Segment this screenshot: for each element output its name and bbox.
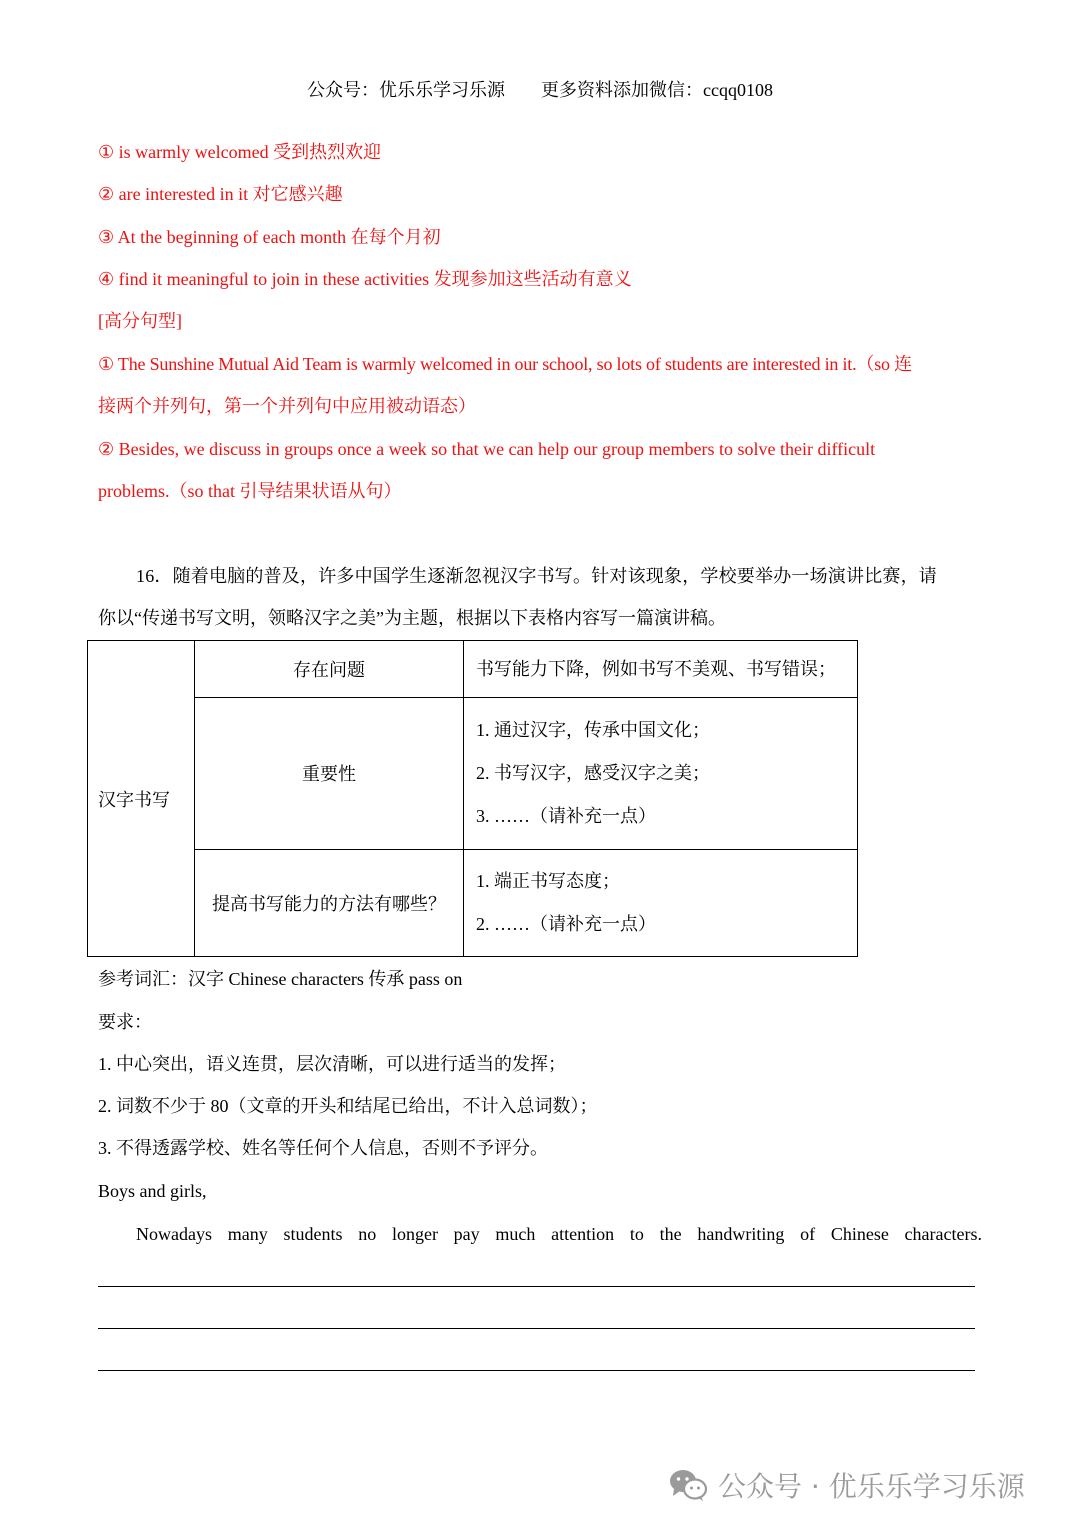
requirements-title: 要求： (98, 1012, 152, 1032)
phrase-2: ② are interested in it 对它感兴趣 (98, 184, 343, 204)
answer-blank-line (98, 1370, 975, 1371)
table-row-content (464, 849, 858, 956)
table-row-label: 重要性 (195, 698, 464, 849)
phrase-4: ④ find it meaningful to join in these activities 发现参加这些活动有意义 (98, 269, 632, 289)
question-line-1: 16．随着电脑的普及，许多中国学生逐渐忽视汉字书写。针对该现象，学校要举办一场演讲比赛，请 (136, 566, 937, 586)
table-item: 2. 书写汉字，感受汉字之美； (476, 762, 710, 783)
requirement-2: 2. 词数不少于 80（文章的开头和结尾已给出，不计入总词数）； (98, 1096, 598, 1116)
greeting: Boys and girls, (98, 1181, 207, 1201)
table-row-label: 存在问题 (195, 641, 464, 698)
question-line-2: 你以“传递书写文明，领略汉字之美”为主题，根据以下表格内容写一篇演讲稿。 (98, 608, 726, 628)
answer-blank-line (98, 1286, 975, 1287)
answer-blank-line (98, 1328, 975, 1329)
reference-vocab: 参考词汇：汉字 Chinese characters 传承 pass on (98, 969, 463, 989)
table-row-content (464, 641, 858, 698)
outline-table (87, 640, 858, 957)
page-header (0, 76, 1080, 104)
sentence-2-line-2: problems.（so that 引导结果状语从句） (98, 481, 402, 501)
table-item: 2. ……（请补充一点） (476, 913, 656, 934)
table-item: 书写能力下降，例如书写不美观、书写错误； (476, 658, 836, 679)
header-account: 公众号：优乐乐学习乐源 (307, 80, 505, 100)
requirement-3: 3. 不得透露学校、姓名等任何个人信息，否则不予评分。 (98, 1138, 548, 1158)
table-item: 1. 通过汉字，传承中国文化； (476, 719, 710, 740)
sentence-1-line-1: ① The Sunshine Mutual Aid Team is warmly welcomed in our school, so lots of students are interested in it.（so 连 (98, 354, 912, 374)
table-item: 3. ……（请补充一点） (476, 805, 656, 826)
phrase-1: ① is warmly welcomed 受到热烈欢迎 (98, 142, 382, 162)
watermark-text: 公众号 · 优乐乐学习乐源 (718, 1470, 1025, 1503)
table-row-label: 提高书写能力的方法有哪些？ (195, 849, 464, 956)
header-contact: 更多资料添加微信：ccqq0108 (541, 80, 773, 100)
phrase-3: ③ At the beginning of each month 在每个月初 (98, 227, 441, 247)
table-item: 1. 端正书写态度； (476, 870, 620, 891)
table-row-content (464, 698, 858, 849)
sentence-2-line-1: ② Besides, we discuss in groups once a week so that we can help our group members to solve their difficult (98, 439, 876, 459)
sentence-1-line-2: 接两个并列句，第一个并列句中应用被动语态） (98, 396, 476, 416)
wechat-icon (668, 1467, 708, 1503)
high-score-label: [高分句型] (98, 311, 182, 331)
opening-sentence: Nowadays many students no longer pay much attention to the handwriting of Chinese characters. (136, 1224, 982, 1244)
table-topic: 汉字书写 (88, 641, 195, 957)
watermark (668, 1460, 1025, 1510)
requirement-1: 1. 中心突出，语义连贯，层次清晰，可以进行适当的发挥； (98, 1054, 566, 1074)
